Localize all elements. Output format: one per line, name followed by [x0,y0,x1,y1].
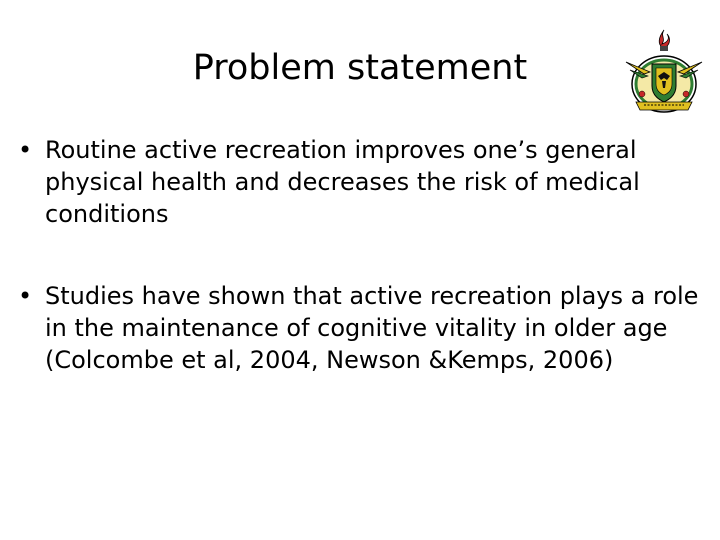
bullet-list [18,134,708,426]
bullet-marker: • [18,136,33,164]
crest-graphic [622,28,706,118]
bullet-item [18,134,708,230]
university-crest-icon [622,28,706,118]
slide-title: Problem statement [192,48,528,88]
bullet-text: Routine active recreation improves one’s general physical health and decreases the risk of medical conditions [45,136,640,228]
bullet-text: Studies have shown that active recreation plays a role in the maintenance of cognitive vitality in older age (Colcombe et al, 2004, Newson &Kemps, 2006) [45,282,699,374]
bullet-item [18,280,708,376]
bullet-marker: • [18,282,33,310]
